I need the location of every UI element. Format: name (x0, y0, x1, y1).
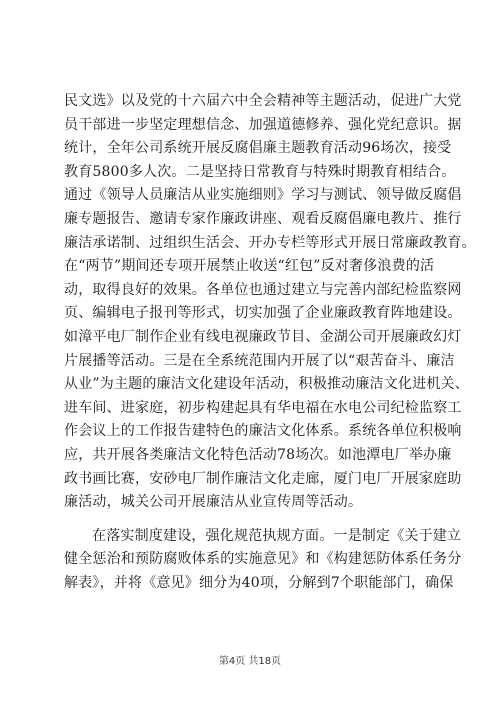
text-line: 员干部进一步坚定理想信念、加强道德修养、强化党纪意识。据 (64, 116, 462, 133)
text-line: 教育5800多人次。二是坚持日常教育与特殊时期教育相结合。 (64, 163, 456, 180)
document-body (64, 90, 476, 595)
text-line: 健全惩治和预防腐败体系的实施意见》和《构建惩防体系任务分 (64, 551, 462, 568)
text-line: 解表》，并将《意见》细分为40项，分解到7个职能部门，确保 (64, 574, 454, 591)
text-line: 应，共开展各类廉洁文化特色活动78场次。如池潭电厂举办廉 (64, 446, 452, 463)
text-line: 廉洁承诺制、过组织生活会、开办专栏等形式开展日常廉政教育。 (64, 234, 476, 251)
paragraph-first-line: 在落实制度建设，强化规范执规方面。一是制定《关于建立 (92, 527, 462, 544)
text-line: 政书画比赛，安砂电厂制作廉洁文化走廊，厦门电厂开展家庭助 (64, 470, 462, 487)
text-line: 进车间、进家庭，初步构建起具有华电福在水电公司纪检监察工 (64, 399, 462, 416)
text-line: 民文选》以及党的十六届六中全会精神等主题活动，促进广大党 (64, 93, 462, 109)
text-line: 廉专题报告、邀请专家作廉政讲座、观看反腐倡廉电教片、推行 (64, 210, 462, 227)
text-line: 作会议上的工作报告建特色的廉洁文化体系。系统各单位积极响 (64, 423, 462, 440)
text-line: 页、编辑电子报刊等形式，切实加强了企业廉政教育阵地建设。 (64, 305, 462, 322)
text-line: 如漳平电厂制作企业有线电视廉政节目、金湖公司开展廉政幻灯 (64, 328, 462, 345)
text-line: 通过《领导人员廉洁从业实施细则》学习与测试、领导做反腐倡 (64, 187, 462, 204)
text-line: 统计，全年公司系统开展反腐倡廉主题教育活动96场次，接受 (64, 140, 452, 157)
text-line: 从业”为主题的廉洁文化建设年活动，积极推动廉洁文化进机关、 (64, 376, 469, 393)
paragraph-gap (64, 515, 436, 525)
page-number-footer: 第4页 共18页 (218, 656, 282, 667)
text-line: 动，取得良好的效果。各单位也通过建立与完善内部纪检监察网 (64, 281, 462, 298)
text-line: 片展播等活动。三是在全系统范围内开展了以“艰苦奋斗、廉洁 (64, 352, 455, 369)
text-line: 在“两节”期间还专项开展禁止收送“红包”反对奢侈浪费的活 (64, 258, 435, 275)
text-line: 廉活动，城关公司开展廉洁从业宣传周等活动。 (64, 494, 363, 511)
